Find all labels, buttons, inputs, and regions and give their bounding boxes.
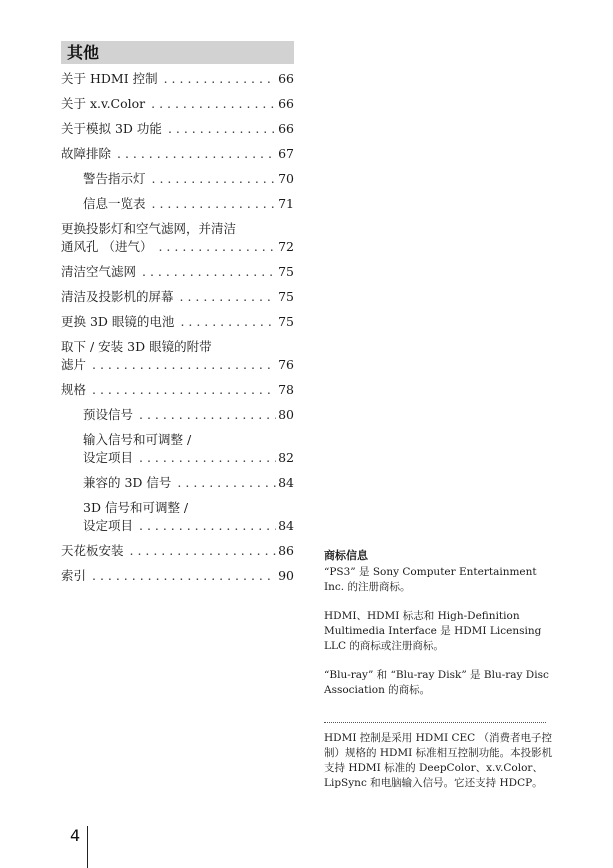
toc-entry[interactable]: [61, 195, 294, 213]
page-number: 4: [70, 826, 81, 845]
table-of-contents: [61, 70, 294, 592]
dot-leader: [180, 288, 277, 306]
dot-leader: [152, 170, 277, 188]
toc-entry-page: 84: [278, 475, 294, 490]
trademark-paragraph-ps3: “PS3” 是 Sony Computer Entertainment Inc. 的注册商标。: [324, 566, 537, 593]
dot-leader: [139, 449, 276, 467]
toc-entry-title: 输入信号和可调整 /: [83, 432, 192, 447]
dot-leader: [92, 356, 276, 374]
toc-entry-page: 75: [278, 289, 294, 304]
toc-entry-page: 78: [278, 382, 294, 397]
toc-entry-title: 索引: [61, 568, 87, 583]
dot-leader: [168, 120, 276, 138]
toc-entry-title: 兼容的 3D 信号: [83, 475, 172, 490]
toc-entry-title: 更换 3D 眼镜的电池: [61, 314, 175, 329]
toc-entry-title: 取下 / 安装 3D 眼镜的附带: [61, 339, 212, 354]
toc-entry-title: 故障排除: [61, 146, 112, 161]
toc-entry-page: 66: [278, 96, 294, 111]
toc-entry-title: 关于 HDMI 控制: [61, 71, 158, 86]
toc-entry[interactable]: [61, 313, 294, 331]
toc-entry[interactable]: [61, 220, 294, 256]
toc-entry[interactable]: [61, 381, 294, 399]
toc-entry-title: 设定项目: [83, 450, 134, 465]
dot-leader: [152, 195, 277, 213]
toc-entry[interactable]: [61, 263, 294, 281]
toc-entry-page: 86: [278, 543, 294, 558]
trademark-paragraph-hdmi: HDMI、HDMI 标志和 High-Definition Multimedia Interface 是 HDMI Licensing LLC 的商标或注册商标。: [324, 610, 542, 652]
dot-leader: [139, 517, 276, 535]
toc-entry-title: 更换投影灯和空气滤网，并清洁: [61, 221, 237, 236]
dot-leader: [117, 145, 276, 163]
toc-entry-title: 通风孔 （进气）: [61, 239, 153, 254]
toc-entry-title: 信息一览表: [83, 196, 146, 211]
toc-entry-title: 清洁空气滤网: [61, 264, 137, 279]
dot-leader: [164, 70, 276, 88]
toc-entry[interactable]: [61, 120, 294, 138]
toc-entry-title: 关于模拟 3D 功能: [61, 121, 162, 136]
toc-entry[interactable]: [61, 70, 294, 88]
dotted-divider: [324, 722, 546, 723]
toc-entry[interactable]: [61, 406, 294, 424]
toc-entry-page: 66: [278, 71, 294, 86]
toc-entry[interactable]: [61, 431, 294, 467]
toc-entry[interactable]: [61, 542, 294, 560]
dot-leader: [92, 567, 276, 585]
toc-entry[interactable]: [61, 288, 294, 306]
toc-entry[interactable]: [61, 499, 294, 535]
toc-entry-page: 66: [278, 121, 294, 136]
toc-entry-page: 82: [278, 450, 294, 465]
dot-leader: [158, 238, 276, 256]
toc-entry-page: 90: [278, 568, 294, 583]
toc-entry-title: 警告指示灯: [83, 171, 146, 186]
toc-entry-title: 关于 x.v.Color: [61, 96, 146, 111]
toc-entry-page: 80: [278, 407, 294, 422]
toc-entry-page: 75: [278, 264, 294, 279]
trademark-info: [324, 548, 554, 805]
toc-entry-title: 设定项目: [83, 518, 134, 533]
dot-leader: [177, 474, 276, 492]
page-number-rule: [87, 826, 88, 868]
dot-leader: [142, 263, 276, 281]
toc-entry-title: 天花板安装: [61, 543, 124, 558]
dot-leader: [130, 542, 277, 560]
toc-entry[interactable]: [61, 338, 294, 374]
toc-entry-page: 76: [278, 357, 294, 372]
dot-leader: [151, 95, 276, 113]
trademark-title: 商标信息: [324, 549, 368, 562]
toc-entry[interactable]: [61, 170, 294, 188]
toc-entry-title: 规格: [61, 382, 87, 397]
toc-entry-page: 84: [278, 518, 294, 533]
section-title: 其他: [61, 41, 294, 64]
toc-entry-title: 3D 信号和可调整 /: [83, 500, 189, 515]
toc-entry-page: 72: [278, 239, 294, 254]
toc-entry[interactable]: [61, 95, 294, 113]
toc-entry-page: 71: [278, 196, 294, 211]
toc-entry-title: 滤片: [61, 357, 87, 372]
toc-entry-title: 清洁及投影机的屏幕: [61, 289, 174, 304]
trademark-paragraph-bluray: “Blu-ray” 和 “Blu-ray Disk” 是 Blu-ray Disc Association 的商标。: [324, 669, 549, 696]
toc-entry-title: 预设信号: [83, 407, 134, 422]
toc-entry-page: 75: [278, 314, 294, 329]
dot-leader: [180, 313, 276, 331]
toc-entry[interactable]: [61, 145, 294, 163]
toc-entry-page: 67: [278, 146, 294, 161]
hdmi-control-note: HDMI 控制是采用 HDMI CEC （消费者电子控制）规格的 HDMI 标准相互控制功能。本投影机支持 HDMI 标准的 DeepColor、x.v.Color、LipSync 和电脑输入信号。它还支持 HDCP。: [324, 732, 553, 789]
toc-entry[interactable]: [61, 474, 294, 492]
toc-entry[interactable]: [61, 567, 294, 585]
dot-leader: [139, 406, 276, 424]
toc-entry-page: 70: [278, 171, 294, 186]
dot-leader: [92, 381, 276, 399]
